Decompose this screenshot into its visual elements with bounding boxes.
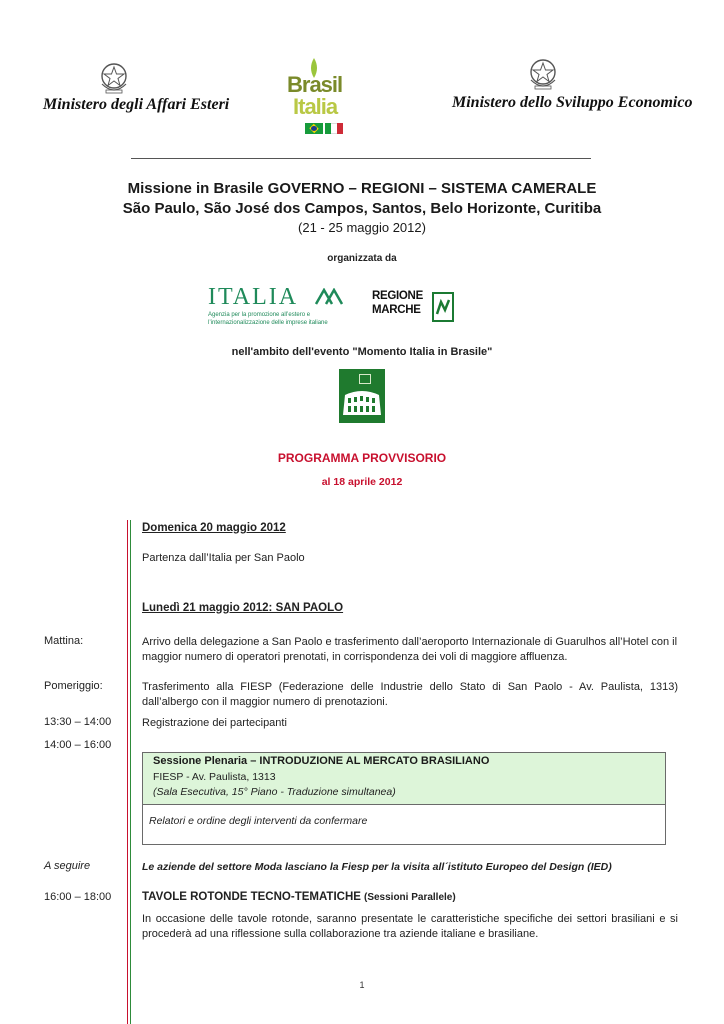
mission-dates: (21 - 25 maggio 2012) bbox=[298, 220, 426, 235]
session-title: Sessione Plenaria – INTRODUZIONE AL MERCATO BRASILIANO bbox=[153, 755, 490, 767]
after-label: A seguire bbox=[44, 860, 91, 872]
schedule-label: Pomeriggio: bbox=[44, 680, 103, 692]
margin-line-red bbox=[127, 520, 128, 1024]
page-number: 1 bbox=[359, 980, 365, 990]
brazil-flag-icon bbox=[305, 123, 323, 134]
ice-logo-line2: l’internazionalizzazione delle imprese italiane bbox=[208, 320, 328, 326]
italian-emblem-icon bbox=[97, 60, 131, 96]
session-speakers: Relatori e ordine degli interventi da confermare bbox=[149, 815, 368, 827]
ice-chevron-icon bbox=[314, 288, 344, 306]
ministry-sviluppo-economico: Ministero dello Sviluppo Economico bbox=[452, 94, 693, 111]
logo-italia-text: Italia bbox=[293, 94, 338, 119]
momento-italia-logo bbox=[339, 369, 385, 423]
regione-marche-logo bbox=[372, 290, 456, 324]
ice-logo-line1: Agenzia per la promozione all’estero e bbox=[208, 312, 311, 318]
marche-emblem-icon bbox=[432, 292, 454, 322]
mission-cities: São Paulo, São José dos Campos, Santos, Belo Horizonte, Curitiba bbox=[122, 200, 602, 217]
session-speakers-box bbox=[142, 805, 666, 845]
roundtables-title: TAVOLE ROTONDE TECNO-TEMATICHE bbox=[142, 891, 361, 903]
roundtables-label: 16:00 – 18:00 bbox=[44, 891, 112, 903]
day1-text: Partenza dall’Italia per San Paolo bbox=[142, 552, 305, 564]
schedule-text: Registrazione dei partecipanti bbox=[142, 717, 287, 729]
colosseum-icon bbox=[341, 385, 383, 419]
session-room: (Sala Esecutiva, 15° Piano - Traduzione simultanea) bbox=[153, 786, 396, 798]
schedule-text: Arrivo della delegazione a San Paolo e trasferimento dall’aeroporto Internazionale di Guarulhos all’Hotel con il maggior numero di operatori prenotati, in corrispondenza dei voli di maggiore affluenza. bbox=[142, 636, 678, 663]
roundtables-suffix: (Sessioni Parallele) bbox=[363, 892, 456, 903]
momento-logo-mark bbox=[359, 374, 371, 384]
program-updated: al 18 aprile 2012 bbox=[321, 476, 403, 488]
marche-line2: MARCHE bbox=[372, 304, 421, 316]
ice-logo-name: ITALIA bbox=[208, 284, 299, 310]
roundtables-text: In occasione delle tavole rotonde, saranno presentate le caratteristiche specifiche dei settori brasiliani e si procederà ad una riflessione sulla collaborazione tra aziende italiane e brasiliane. bbox=[142, 913, 678, 940]
schedule-text: Trasferimento alla FIESP (Federazione delle Industrie dello Stato di San Paolo - Av. Paulista, 1313) dall’albergo con il maggior numero di prenotazioni. bbox=[142, 681, 678, 708]
ministry-affari-esteri: Ministero degli Affari Esteri bbox=[43, 96, 230, 113]
italian-emblem-icon bbox=[526, 56, 560, 92]
day1-heading: Domenica 20 maggio 2012 bbox=[142, 522, 286, 534]
schedule-label: 13:30 – 14:00 bbox=[44, 716, 112, 728]
italy-flag-icon bbox=[325, 123, 343, 134]
roundtables-heading bbox=[142, 890, 678, 905]
schedule-label: Mattina: bbox=[44, 635, 84, 647]
session-box bbox=[142, 752, 666, 805]
mission-title: Missione in Brasile GOVERNO – REGIONI – SISTEMA CAMERALE bbox=[127, 180, 597, 197]
event-context: nell'ambito dell'evento "Momento Italia in Brasile" bbox=[231, 346, 493, 358]
program-title: PROGRAMMA PROVVISORIO bbox=[277, 451, 447, 465]
schedule-label: 14:00 – 16:00 bbox=[44, 739, 112, 751]
after-text: Le aziende del settore Moda lasciano la Fiesp per la visita all´istituto Europeo del Design (IED) bbox=[142, 861, 612, 873]
margin-line-green bbox=[130, 520, 131, 1024]
header-divider bbox=[131, 158, 591, 159]
header bbox=[0, 0, 724, 160]
logo-brasil-text: Brasil bbox=[287, 72, 343, 97]
session-place: FIESP - Av. Paulista, 1313 bbox=[153, 771, 276, 783]
ice-logo bbox=[208, 284, 348, 328]
day2-heading: Lunedì 21 maggio 2012: SAN PAOLO bbox=[142, 602, 344, 614]
marche-line1: REGIONE bbox=[372, 290, 423, 302]
brasil-italia-logo bbox=[287, 58, 349, 138]
organized-by: organizzata da bbox=[327, 253, 397, 264]
